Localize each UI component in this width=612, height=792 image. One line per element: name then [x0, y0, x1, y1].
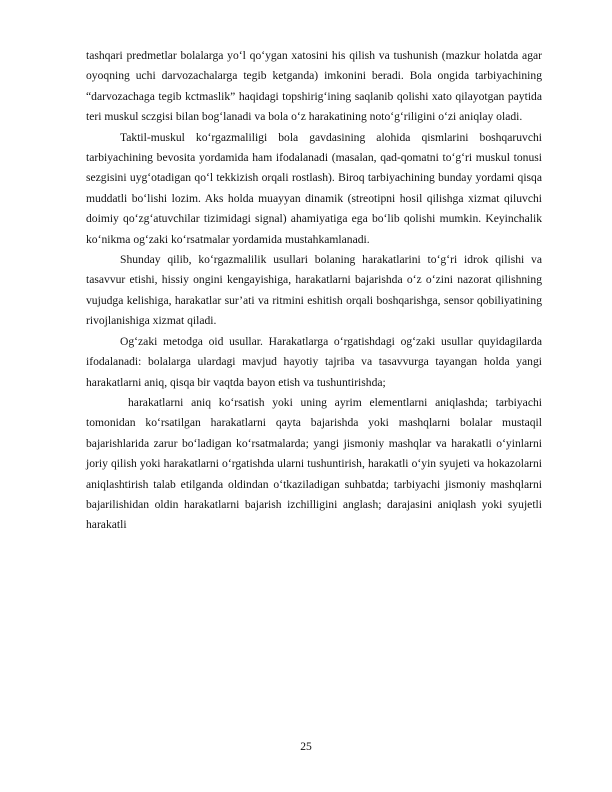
paragraph-verbal-methods-list: harakatlarni aniq ko‘rsatish yoki uning ayrim elementlarni aniqlashda; tarbiyachi tomonidan ko‘rsatilgan harakatlarni qayta bajarishda yoki mashqlarni bolalar mustaqil bajarishlarida zarur bo‘ladigan ko‘rsatmalarda; yangi jismoniy mashqlar va harakatli o‘yinlarni joriy qilish yoki harakatlarni o‘rgatishda ularni tushuntirish, harakatli o‘yin syujeti va hokazolarni aniqlashtirish talab etilganda oldindan o‘tkaziladigan suhbatda; tarbiyachi jismoniy mashqlarni bajarilishidan oldin harakatlarni bajarish izchilligini anglash; darajasini aniqlash yoki syujetli harakatli — [86, 395, 542, 532]
document-page — [86, 46, 542, 536]
paragraph-tactile-muscular: Taktil-muskul ko‘rgazmaliligi bola gavdasining alohida qismlarini boshqaruvchi tarbiyachining bevosita yordamida ham ifodalanadi (masalan, qad-qomatni to‘g‘ri muskul tonusi sezgisini uyg‘otadigan qo‘l tekkizish orqali rostlash). Biroq tarbiyachining bunday yordami qisqa muddatli bo‘lishi lozim. Aks holda muayyan dinamik (streotipni hosil qilishga xizmat qiluvchi doimiy qo‘zg‘atuvchilar tizimidagi signal) ahamiyatiga ega bo‘lib qolishi mumkin. Keyinchalik ko‘nikma og‘zaki ko‘rsatmalar yordamida mustahkamlanadi. — [86, 130, 542, 246]
paragraph-continuation: tashqari predmetlar bolalarga yo‘l qo‘ygan xatosini his qilish va tushunish (mazkur holatda agar oyoqning uchi darvozachalarga tegib ketganda) imkonini beradi. Bola ongida tarbiyachining “darvozachaga tegib kctmaslik” haqidagi topshirig‘ining saqlanib qolishi xato qilayotgan paytida teri muskul sczgisi bilan bog‘lanadi va bola o‘z harakatining noto‘g‘riligini o‘zi aniqlay oladi. — [86, 49, 542, 124]
page-number: 25 — [300, 740, 312, 753]
paragraph-visual-methods-summary: Shunday qilib, ko‘rgazmalilik usullari bolaning harakatlarini to‘g‘ri idrok qilishi va tasavvur etishi, hissiy ongini kengayishiga, harakatlarni bajarishda o‘z o‘zini nazorat qilishning vujudga kelishiga, harakatlar sur’ati va ritmini eshitish orqali boshqarishga, sensor qobiliyatining rivojlanishiga xizmat qiladi. — [86, 253, 542, 328]
paragraph-verbal-methods: Og‘zaki metodga oid usullar. Harakatlarga o‘rgatishdagi og‘zaki usullar quyidagilarda ifodalanadi: bolalarga ulardagi mavjud hayotiy tajriba va tasavvurga tayangan holda yangi harakatlarni aniq, qisqa bir vaqtda bayon etish va tushuntirishda; — [86, 334, 542, 389]
